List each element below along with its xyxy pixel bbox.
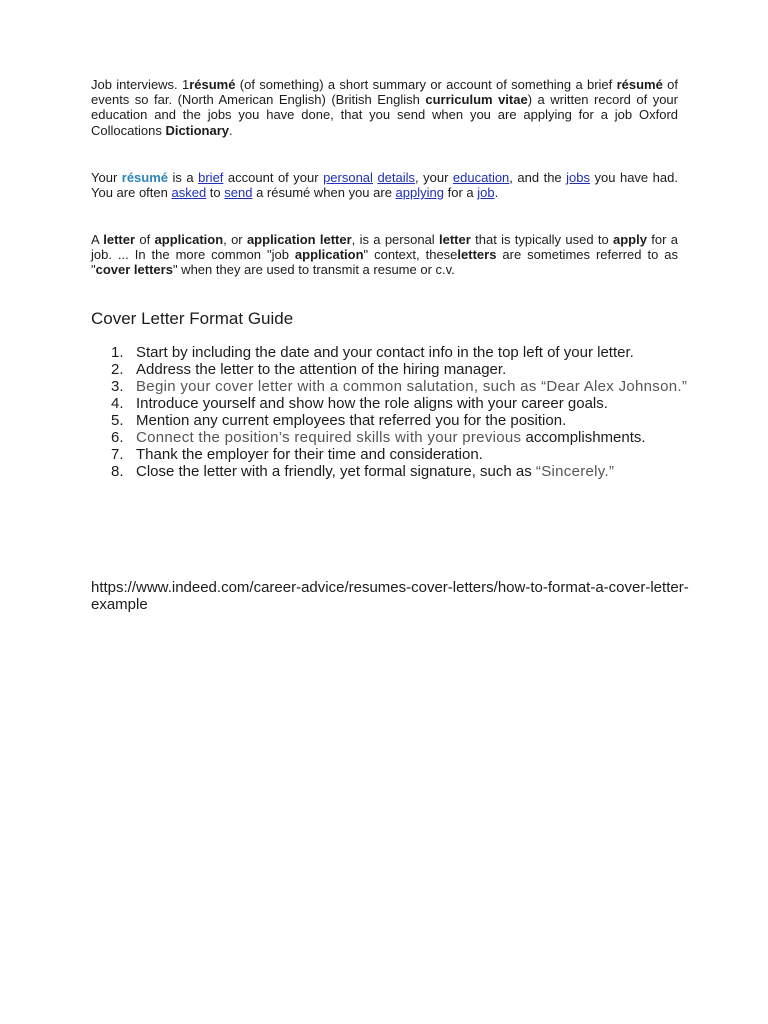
highlighted-term: résumé [121, 170, 169, 185]
link-details[interactable]: details [377, 170, 416, 185]
text: Job interviews. 1 [91, 77, 190, 92]
bold-term: application [294, 247, 364, 263]
section-heading: Cover Letter Format Guide [91, 309, 294, 328]
bold-term: application letter [246, 232, 352, 247]
text: A [91, 232, 104, 247]
text: Your [91, 170, 122, 185]
list-item [91, 412, 691, 429]
text: . [494, 185, 499, 201]
bold-term: résumé [616, 77, 663, 92]
step-text: Introduce yourself and show how the role aligns with your career goals. [136, 395, 608, 412]
step-text: Begin your cover letter with a common salutation, such as “Dear Alex Johnson.” [136, 378, 688, 395]
step-text: Thank the employer for their time and consideration. [136, 446, 483, 463]
source-url[interactable]: https://www.indeed.com/career-advice/resumes-cover-letters/how-to-format-a-cover-letter-example [91, 579, 689, 613]
list-item [91, 344, 691, 361]
step-text: accomplishments. [521, 429, 646, 446]
text: " context, these [363, 247, 458, 263]
step-text: Connect the position’s required skills with your previous [136, 429, 522, 446]
list-number: 5. [111, 412, 124, 429]
step-text: Mention any current employees that referred you for the position. [136, 412, 567, 429]
bold-term: letters [457, 247, 497, 263]
step-text: Address the letter to the attention of the hiring manager. [136, 361, 507, 378]
cover-letter-steps-list [91, 344, 691, 480]
bold-term: curriculum vitae [425, 92, 528, 108]
text: of [135, 232, 155, 247]
step-text: “Sincerely.” [535, 463, 615, 480]
text: are sometimes referred to as " [91, 247, 678, 278]
text: that is typically used to [470, 232, 614, 247]
text: , your [415, 170, 453, 185]
list-number: 7. [111, 446, 124, 463]
definition-paragraph [91, 77, 678, 138]
text: . [229, 122, 233, 138]
text: (of something) a short summary or account of something a brief [235, 77, 617, 92]
text: is a [168, 170, 199, 185]
list-number: 4. [111, 395, 124, 412]
bold-term: Dictionary [165, 122, 230, 138]
text: ) a written record of your education and the jobs you have done, that you send when you are applying for a job Oxford Collocations [91, 92, 678, 138]
text: to [206, 185, 225, 201]
step-text: Close the letter with a friendly, yet formal signature, such as [136, 463, 536, 480]
bold-term: application [154, 232, 224, 247]
list-number: 2. [111, 361, 124, 378]
list-item [91, 361, 691, 378]
bold-term: letter [439, 232, 471, 247]
list-number: 3. [111, 378, 124, 395]
list-number: 1. [111, 344, 124, 361]
text: of events so far. (North American English) (British English [91, 77, 678, 108]
text: you have had. You are often [91, 170, 678, 201]
text: account of your [223, 170, 324, 185]
text: a résumé when you are [252, 185, 396, 201]
bold-term: résumé [189, 77, 236, 92]
link-education[interactable]: education [452, 170, 510, 185]
text: for a job. ... In the more common "job [91, 232, 679, 263]
link-send[interactable]: send [224, 185, 253, 201]
link-job[interactable]: job [477, 185, 495, 201]
text: , and the [509, 170, 567, 185]
list-number: 8. [111, 463, 124, 480]
application-letter-paragraph [91, 232, 678, 278]
list-number: 6. [111, 429, 124, 446]
bold-term: letter [103, 232, 136, 247]
link-applying[interactable]: applying [395, 185, 444, 201]
list-item [91, 446, 691, 463]
list-item [91, 395, 691, 412]
list-item [91, 378, 691, 395]
bold-term: apply [613, 232, 647, 247]
text: " when they are used to transmit a resume or c.v. [172, 262, 455, 278]
list-item [91, 429, 691, 446]
list-item [91, 463, 691, 480]
text: for a [443, 185, 478, 201]
text: , or [223, 232, 247, 247]
bold-term: cover letters [95, 262, 173, 278]
text: , is a personal [351, 232, 440, 247]
link-brief[interactable]: brief [198, 170, 224, 185]
link-asked[interactable]: asked [171, 185, 207, 201]
link-personal[interactable]: personal [323, 170, 373, 185]
link-jobs[interactable]: jobs [566, 170, 591, 185]
step-text: Start by including the date and your contact info in the top left of your letter. [136, 344, 634, 361]
resume-paragraph [91, 170, 678, 200]
